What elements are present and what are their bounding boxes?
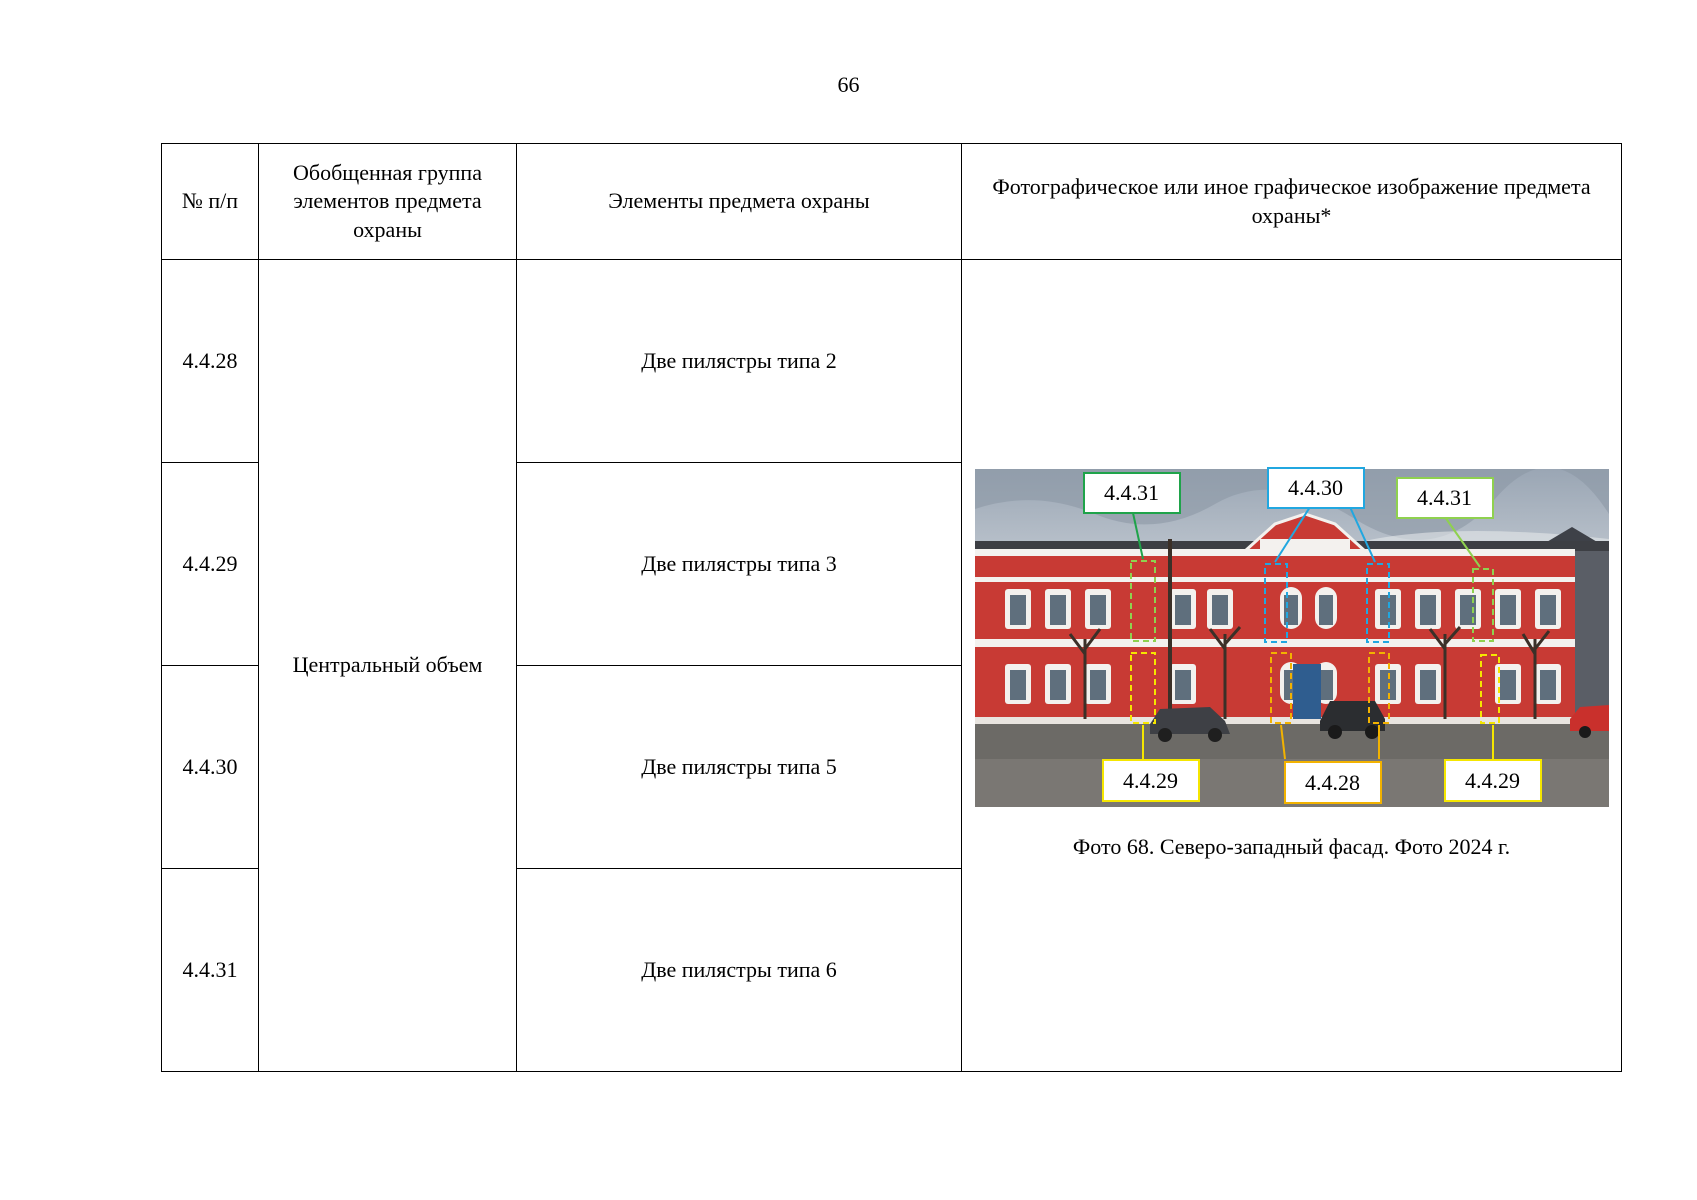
protection-table <box>161 143 1622 1072</box>
row-element: Две пилястры типа 3 <box>517 463 962 666</box>
header-group: Обобщенная группа элементов предмета охраны <box>259 144 517 260</box>
label-bottom-center: 4.4.28 <box>1284 761 1382 804</box>
header-number: № п/п <box>162 144 259 260</box>
group-cell: Центральный объем <box>259 260 517 1072</box>
label-bottom-left: 4.4.29 <box>1102 759 1200 802</box>
label-top-center: 4.4.30 <box>1267 467 1365 509</box>
row-element: Две пилястры типа 2 <box>517 260 962 463</box>
table-header-row <box>162 144 1622 260</box>
header-elements: Элементы предмета охраны <box>517 144 962 260</box>
row-element: Две пилястры типа 6 <box>517 869 962 1072</box>
table-row <box>162 260 1622 463</box>
header-image: Фотографическое или иное графическое изображение предмета охраны* <box>962 144 1622 260</box>
photo-caption: Фото 68. Северо-западный фасад. Фото 2024 г. <box>1072 834 1511 860</box>
label-bottom-right: 4.4.29 <box>1444 759 1542 802</box>
label-top-left: 4.4.31 <box>1083 472 1181 514</box>
facade-photo <box>975 469 1609 807</box>
photo-figure <box>975 469 1609 861</box>
row-number: 4.4.28 <box>162 260 259 463</box>
label-top-right: 4.4.31 <box>1396 477 1494 519</box>
photo-cell <box>962 260 1622 1072</box>
row-element: Две пилястры типа 5 <box>517 666 962 869</box>
page-number: 66 <box>837 72 860 97</box>
row-number: 4.4.30 <box>162 666 259 869</box>
row-number: 4.4.29 <box>162 463 259 666</box>
row-number: 4.4.31 <box>162 869 259 1072</box>
